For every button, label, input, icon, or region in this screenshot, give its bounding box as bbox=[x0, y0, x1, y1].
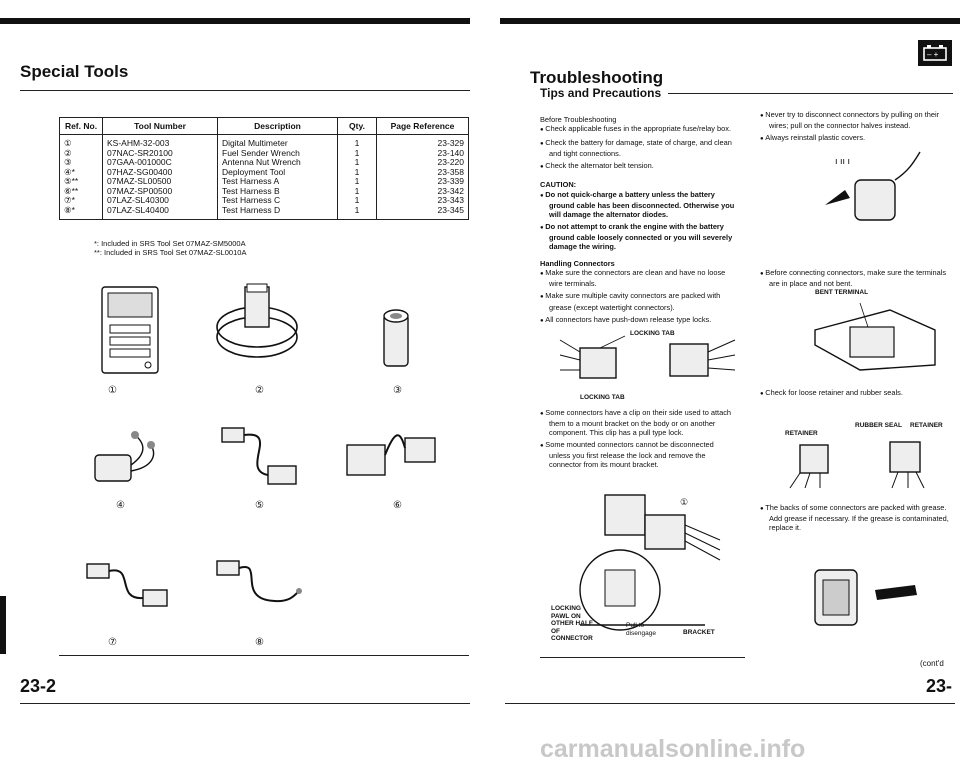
right-figure-bottom-rule bbox=[540, 657, 745, 658]
bent-terminal-illustration bbox=[810, 295, 940, 375]
left-title-rule bbox=[20, 90, 470, 91]
cell-ref-no: ① bbox=[60, 135, 103, 149]
pull-to-disengage-label: Pull to disengage bbox=[626, 622, 656, 637]
test-harness-d-illustration bbox=[215, 555, 305, 615]
cell-tool-number: 07MAZ-SL00500 bbox=[103, 177, 218, 187]
bracket-label: BRACKET bbox=[683, 629, 715, 636]
watermark: carmanualsonline.info bbox=[540, 735, 806, 763]
header-page-reference: Page Reference bbox=[377, 118, 469, 135]
cell-description: Test Harness B bbox=[218, 187, 338, 197]
grease-connector-illustration bbox=[805, 555, 925, 640]
cell-qty: 1 bbox=[338, 135, 377, 149]
bent-terminal-label: BENT TERMINAL bbox=[815, 289, 869, 296]
test-harness-c-illustration bbox=[85, 560, 170, 615]
right-bottom-rule bbox=[505, 703, 955, 704]
figure-label-6: ⑥ bbox=[393, 500, 402, 511]
fuel-sender-wrench-illustration bbox=[212, 282, 302, 362]
figure-label-3: ③ bbox=[393, 385, 402, 396]
header-qty: Qty. bbox=[338, 118, 377, 135]
special-tools-table bbox=[59, 117, 469, 220]
cell-page-reference: 23-342 bbox=[377, 187, 469, 197]
left-bottom-rule bbox=[20, 703, 470, 704]
svg-text:– +: – + bbox=[927, 50, 939, 59]
left-margin-tab bbox=[0, 596, 6, 654]
caution-item: ● Do not attempt to crank the engine with the battery ground cable loosely connected or you will severely damage the wiring. bbox=[540, 222, 735, 251]
figure-label-4: ④ bbox=[116, 500, 125, 511]
top-bar-right bbox=[500, 18, 960, 24]
cell-description: Digital Multimeter bbox=[218, 135, 338, 149]
cell-description: Deployment Tool bbox=[218, 168, 338, 178]
cell-ref-no: ③ bbox=[60, 158, 103, 168]
troubleshooting-column-1 bbox=[540, 115, 735, 329]
right-page-title: Troubleshooting bbox=[530, 68, 664, 87]
left-page-title: Special Tools bbox=[20, 62, 129, 81]
table-row bbox=[60, 135, 469, 149]
column-2-item: ● The backs of some connectors are packed with grease. Add grease if necessary. If the grease is contaminated, replace it. bbox=[760, 503, 950, 532]
cell-qty: 1 bbox=[338, 206, 377, 220]
cell-tool-number: 07MAZ-SP00500 bbox=[103, 187, 218, 197]
cell-description: Test Harness D bbox=[218, 206, 338, 220]
test-harness-a-illustration bbox=[220, 420, 300, 490]
header-tool-number: Tool Number bbox=[103, 118, 218, 135]
retainer-label-right: RETAINER bbox=[910, 422, 943, 429]
cell-page-reference: 23-358 bbox=[377, 168, 469, 178]
before-item: ● Check the alternator belt tension. bbox=[540, 161, 735, 172]
locking-tab-label-top: LOCKING TAB bbox=[630, 330, 675, 337]
cell-qty: 1 bbox=[338, 187, 377, 197]
clip-item: ● Some mounted connectors cannot be disconnected unless you first release the lock and remove the connector from its mount bracket. bbox=[540, 440, 735, 469]
cell-tool-number: 07LAZ-SL40300 bbox=[103, 196, 218, 206]
figure-label-5: ⑤ bbox=[255, 500, 264, 511]
plastic-cover-illustration bbox=[795, 150, 935, 240]
cell-tool-number: 07GAA-001000C bbox=[103, 158, 218, 168]
cell-qty: 1 bbox=[338, 177, 377, 187]
column-2-item: ● Check for loose retainer and rubber seals. bbox=[760, 388, 950, 399]
right-subtitle-rule bbox=[668, 93, 953, 94]
before-troubleshooting-heading: Before Troubleshooting bbox=[540, 115, 617, 124]
table-body bbox=[60, 135, 469, 220]
continued-label: (cont'd bbox=[920, 659, 944, 668]
header-description: Description bbox=[218, 118, 338, 135]
cell-ref-no: ④* bbox=[60, 168, 103, 178]
retainer-note bbox=[760, 388, 950, 402]
handling-connectors-heading: Handling Connectors bbox=[540, 259, 615, 269]
cell-ref-no: ② bbox=[60, 149, 103, 159]
column-2-item: ● Before connecting connectors, make sure the terminals are in place and not bent. bbox=[760, 268, 950, 288]
figure-label-2: ② bbox=[255, 385, 264, 396]
troubleshooting-column-2 bbox=[760, 110, 950, 147]
cell-description: Antenna Nut Wrench bbox=[218, 158, 338, 168]
battery-icon-box bbox=[918, 40, 952, 66]
grease-note bbox=[760, 503, 950, 535]
cell-ref-no: ⑤** bbox=[60, 177, 103, 187]
column-2-item: ● Never try to disconnect connectors by pulling on their wires; pull on the connector halves instead. bbox=[760, 110, 950, 130]
bent-terminal-note bbox=[760, 268, 950, 291]
svg-text:ı ıı ı: ı ıı ı bbox=[835, 156, 851, 166]
cell-qty: 1 bbox=[338, 149, 377, 159]
retainer-label-left: RETAINER bbox=[785, 430, 818, 437]
right-page-subtitle: Tips and Precautions bbox=[540, 86, 662, 100]
footnote-2: **: Included in SRS Tool Set 07MAZ-SL0010A bbox=[94, 248, 247, 257]
figure-label-1: ① bbox=[108, 385, 117, 396]
top-bar-left bbox=[0, 18, 470, 24]
cell-description: Test Harness A bbox=[218, 177, 338, 187]
bracket-marker: ① bbox=[680, 497, 689, 507]
cell-qty: 1 bbox=[338, 158, 377, 168]
cell-tool-number: 07NAC-SR20100 bbox=[103, 149, 218, 159]
cell-ref-no: ⑧* bbox=[60, 206, 103, 220]
locking-pawl-label: LOCKING PAWL ON OTHER HALF OF CONNECTOR bbox=[551, 605, 593, 642]
before-item: ● Check applicable fuses in the appropriate fuse/relay box. bbox=[540, 124, 735, 135]
footnote-1: *: Included in SRS Tool Set 07MAZ-SM5000A bbox=[94, 239, 246, 248]
locking-tab-connector-illustration bbox=[560, 330, 740, 395]
deployment-tool-illustration bbox=[85, 425, 165, 485]
cell-page-reference: 23-345 bbox=[377, 206, 469, 220]
column-2-item: ● Always reinstall plastic covers. bbox=[760, 133, 950, 144]
cell-tool-number: KS-AHM-32-003 bbox=[103, 135, 218, 149]
caution-heading: CAUTION: bbox=[540, 180, 577, 190]
before-item: ● Check the battery for damage, state of charge, and clean and tight connections. bbox=[540, 138, 735, 158]
battery-icon bbox=[922, 44, 948, 62]
left-page-number: 23-2 bbox=[20, 676, 57, 696]
left-figure-bottom-rule bbox=[59, 655, 469, 656]
cell-page-reference: 23-343 bbox=[377, 196, 469, 206]
table-row bbox=[60, 206, 469, 220]
right-page-number: 23- bbox=[926, 676, 953, 696]
cell-page-reference: 23-220 bbox=[377, 158, 469, 168]
retainer-seal-illustration bbox=[780, 430, 950, 490]
handling-item: ● Make sure the connectors are clean and have no loose wire terminals. bbox=[540, 268, 735, 288]
cell-page-reference: 23-140 bbox=[377, 149, 469, 159]
test-harness-b-illustration bbox=[345, 420, 440, 490]
cell-description: Fuel Sender Wrench bbox=[218, 149, 338, 159]
clip-notes bbox=[540, 408, 735, 473]
figure-label-7: ⑦ bbox=[108, 637, 117, 648]
clip-item: ● Some connectors have a clip on their side used to attach them to a mount bracket on the body or on another component. This clip has a pull type lock. bbox=[540, 408, 735, 437]
cell-tool-number: 07LAZ-SL40400 bbox=[103, 206, 218, 220]
handling-item: ● All connectors have push-down release type locks. bbox=[540, 315, 735, 326]
cell-description: Test Harness C bbox=[218, 196, 338, 206]
antenna-nut-wrench-illustration bbox=[380, 308, 412, 368]
handling-item: ● Make sure multiple cavity connectors are packed with grease (except watertight connectors). bbox=[540, 291, 735, 311]
cell-page-reference: 23-339 bbox=[377, 177, 469, 187]
cell-page-reference: 23-329 bbox=[377, 135, 469, 149]
header-ref-no: Ref. No. bbox=[60, 118, 103, 135]
cell-qty: 1 bbox=[338, 196, 377, 206]
cell-qty: 1 bbox=[338, 168, 377, 178]
rubber-seal-label: RUBBER SEAL bbox=[855, 422, 902, 429]
digital-multimeter-illustration bbox=[100, 285, 160, 375]
cell-tool-number: 07HAZ-SG00400 bbox=[103, 168, 218, 178]
cell-ref-no: ⑦* bbox=[60, 196, 103, 206]
figure-label-8: ⑧ bbox=[255, 637, 264, 648]
locking-tab-label-bottom: LOCKING TAB bbox=[580, 394, 625, 401]
caution-item: ● Do not quick-charge a battery unless the battery ground cable has been disconnected. Otherwise you will damage the alternator diodes. bbox=[540, 190, 735, 219]
cell-ref-no: ⑥** bbox=[60, 187, 103, 197]
